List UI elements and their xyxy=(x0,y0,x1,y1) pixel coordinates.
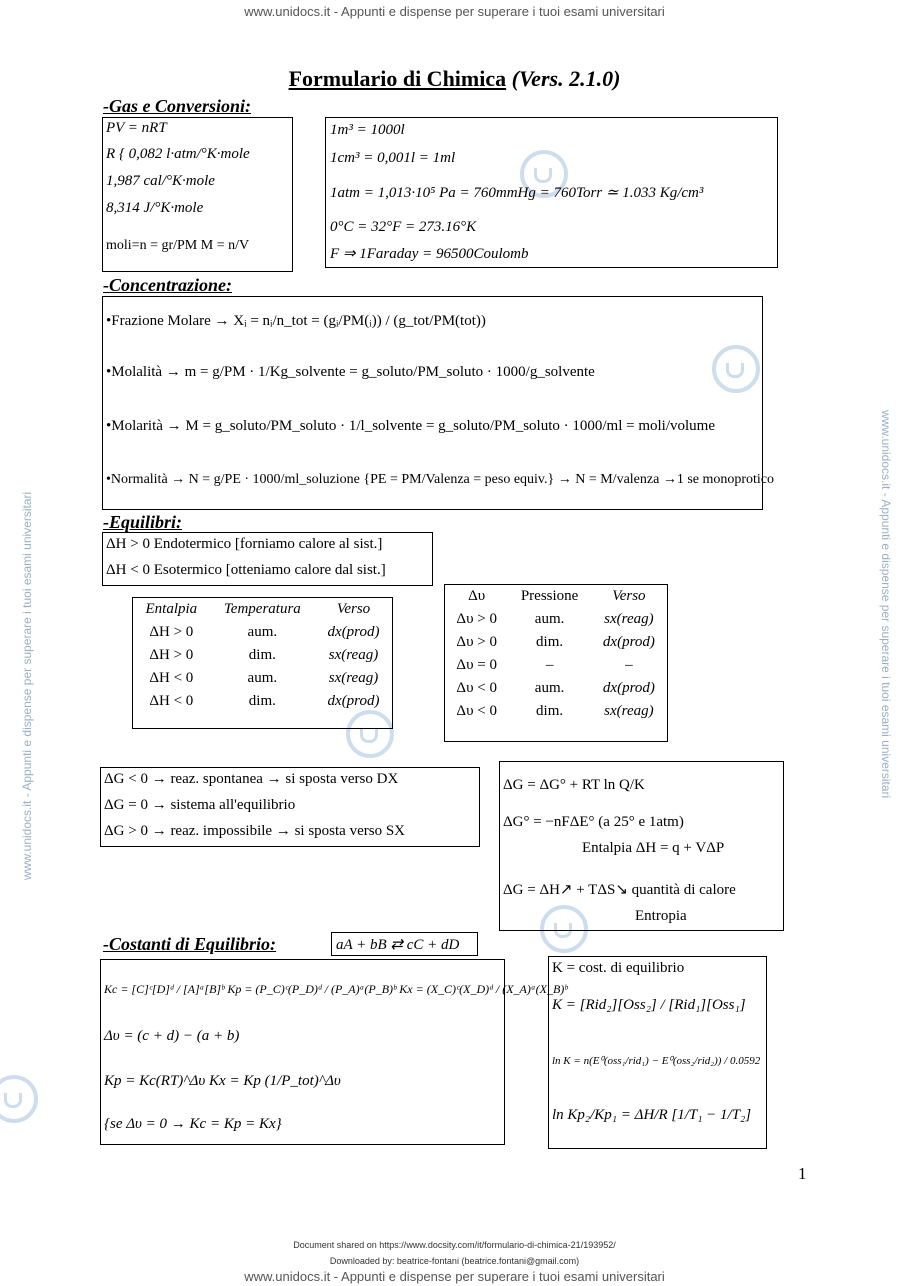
conc-line: •Frazione Molare → Xᵢ = nᵢ/n_tot = (gᵢ/PM(ᵢ)) / (g_tot/PM(tot)) xyxy=(106,313,486,329)
footer-shared: Document shared on https://www.docsity.com/it/formulario-di-chimica-21/193952/ xyxy=(293,1240,616,1250)
costanti-left-box xyxy=(100,959,568,1145)
gibbs-formula-line: ΔG = ΔH↗ + TΔS↘ quantità di calore xyxy=(503,882,736,898)
table-cell: – xyxy=(625,657,633,673)
gas-right-box xyxy=(325,117,778,268)
gas-line: PV = nRT xyxy=(106,120,167,136)
costanti-right-box xyxy=(548,956,767,1149)
costanti-line: Kp = Kc(RT)^Δυ Kx = Kp (1/P_tot)^Δυ xyxy=(104,1073,341,1089)
table-cell: aum. xyxy=(534,680,565,696)
costanti-line: Kc = [C]ᶜ[D]ᵈ / [A]ᵃ[B]ᵇ Kp = (P_C)ᶜ(P_D)ᵈ / (P_A)ᵃ(P_B)ᵇ Kx = (X_C)ᶜ(X_D)ᵈ / (X_A)ᵃ(X_B)ᵇ xyxy=(104,982,568,996)
costanti-line: K = [Rid₂][Oss₂] / [Rid₁][Oss₁] xyxy=(552,997,746,1013)
table-cell: Δυ > 0 xyxy=(456,611,497,627)
table-header: Entalpia xyxy=(145,601,198,617)
gibbs-formula-line: Entropia xyxy=(635,908,687,924)
costanti-line: Δυ = (c + d) − (a + b) xyxy=(104,1028,240,1044)
gas-line: moli=n = gr/PM M = n/V xyxy=(106,238,250,253)
section-gas: -Gas e Conversioni: xyxy=(103,96,251,116)
watermark-right: www.unidocs.it - Appunti e dispense per superare i tuoi esami universitari xyxy=(879,410,893,799)
conc-box xyxy=(102,296,775,510)
table-cell: sx(reag) xyxy=(604,703,654,719)
table-cell: dim. xyxy=(536,634,564,650)
title-main: Formulario di Chimica xyxy=(288,66,507,91)
costanti-line: ln K = n(E⁰(oss₁/rid₁) − E⁰(oss₂/rid₂)) / 0.0592 xyxy=(552,1055,761,1067)
table-pressione xyxy=(444,584,668,742)
table-cell: – xyxy=(545,657,554,673)
gas-line: R { 0,082 l·atm/°K·mole xyxy=(106,146,250,162)
conc-line: •Molarità → M = g_soluto/PM_soluto · 1/l_solvente = g_soluto/PM_soluto · 1000/ml = moli/volume xyxy=(106,418,715,434)
section-concentrazione: -Concentrazione: xyxy=(103,275,233,295)
section-costanti: -Costanti di Equilibrio: xyxy=(103,934,277,954)
table-cell: aum. xyxy=(247,670,278,686)
gibbs-formula-box xyxy=(499,761,784,931)
enthalpy-line: ΔH < 0 Esotermico [otteniamo calore dal sist.] xyxy=(106,562,386,578)
table-cell: sx(reag) xyxy=(328,647,379,663)
table-cell: dx(prod) xyxy=(327,693,380,709)
table-cell: ΔH < 0 xyxy=(149,693,194,709)
gas-line: 8,314 J/°K·mole xyxy=(106,200,204,216)
costanti-line: K = cost. di equilibrio xyxy=(552,960,685,976)
footer-downloaded: Downloaded by: beatrice-fontani (beatrice.fontani@gmail.com) xyxy=(329,1256,580,1266)
table-cell: dx(prod) xyxy=(602,634,655,650)
table-cell: Δυ < 0 xyxy=(456,680,497,696)
gas-line: 1,987 cal/°K·mole xyxy=(106,173,215,189)
gas-line: 0°C = 32°F = 273.16°K xyxy=(330,219,477,235)
table-cell: dim. xyxy=(536,703,564,719)
gibbs-formula-line: ΔG = ΔG° + RT ln Q/K xyxy=(503,777,645,793)
table-cell: ΔH < 0 xyxy=(149,670,194,686)
watermark-logo-icon xyxy=(0,1075,38,1123)
table-cell: ΔH > 0 xyxy=(149,624,194,640)
table-header: Verso xyxy=(336,601,371,617)
gibbs-line: ΔG > 0 → reaz. impossibile → si sposta verso SX xyxy=(104,823,405,839)
table-cell: dim. xyxy=(248,693,276,709)
table-cell: dx(prod) xyxy=(602,680,655,696)
table-header: Pressione xyxy=(520,588,579,604)
table-cell: ΔH > 0 xyxy=(149,647,194,663)
conc-line: •Normalità → N = g/PE · 1000/ml_soluzione {PE = PM/Valenza = peso equiv.} → N = M/valenza →1 se monoprotico xyxy=(106,472,775,487)
watermark-top: www.unidocs.it - Appunti e dispense per superare i tuoi esami universitari xyxy=(244,4,665,19)
costanti-line: ln Kp₂/Kp₁ = ΔH/R [1/T₁ − 1/T₂] xyxy=(552,1107,752,1123)
table-cell: Δυ < 0 xyxy=(456,703,497,719)
page-number: 1 xyxy=(798,1164,807,1183)
table-cell: dx(prod) xyxy=(327,624,380,640)
watermark-bottom: www.unidocs.it - Appunti e dispense per superare i tuoi esami universitari xyxy=(244,1269,665,1284)
conc-line: •Molalità → m = g/PM · 1/Kg_solvente = g_soluto/PM_soluto · 1000/g_solvente xyxy=(106,364,595,380)
table-cell: Δυ = 0 xyxy=(456,657,497,673)
gibbs-line: ΔG = 0 → sistema all'equilibrio xyxy=(104,797,296,813)
watermark-left: www.unidocs.it - Appunti e dispense per superare i tuoi esami universitari xyxy=(20,491,34,880)
gas-line: 1atm = 1,013·10⁵ Pa = 760mmHg = 760Torr ≃ 1.033 Kg/cm³ xyxy=(330,185,704,201)
table-header: Verso xyxy=(612,588,646,604)
section-equilibri: -Equilibri: xyxy=(103,512,183,532)
gibbs-formula-line: ΔG° = −nFΔE° (a 25° e 1atm) xyxy=(503,814,684,830)
table-cell: aum. xyxy=(534,611,565,627)
gibbs-formula-line: Entalpia ΔH = q + VΔP xyxy=(582,840,725,856)
title-version: (Vers. 2.1.0) xyxy=(511,66,621,91)
gas-left-box xyxy=(102,117,293,272)
table-header: Δυ xyxy=(468,588,486,604)
table-cell: sx(reag) xyxy=(328,670,379,686)
table-entalpia xyxy=(132,597,393,729)
reaction-box xyxy=(331,932,478,956)
table-cell: sx(reag) xyxy=(604,611,654,627)
table-cell: dim. xyxy=(248,647,276,663)
table-cell: aum. xyxy=(247,624,278,640)
gibbs-box xyxy=(100,767,480,847)
gas-line: 1cm³ = 0,001l = 1ml xyxy=(330,150,456,166)
gas-line: 1m³ = 1000l xyxy=(330,122,405,138)
table-header: Temperatura xyxy=(223,601,301,617)
enthalpy-line: ΔH > 0 Endotermico [forniamo calore al sist.] xyxy=(106,536,383,552)
table-cell: Δυ > 0 xyxy=(456,634,497,650)
reaction-equation: aA + bB ⇄ cC + dD xyxy=(336,937,460,953)
gibbs-line: ΔG < 0 → reaz. spontanea → si sposta verso DX xyxy=(104,771,399,787)
enthalpy-box xyxy=(102,532,433,586)
page-title xyxy=(0,66,909,92)
costanti-line: {se Δυ = 0 → Kc = Kp = Kx} xyxy=(104,1116,282,1132)
gas-line: F ⇒ 1Faraday = 96500Coulomb xyxy=(330,246,529,262)
